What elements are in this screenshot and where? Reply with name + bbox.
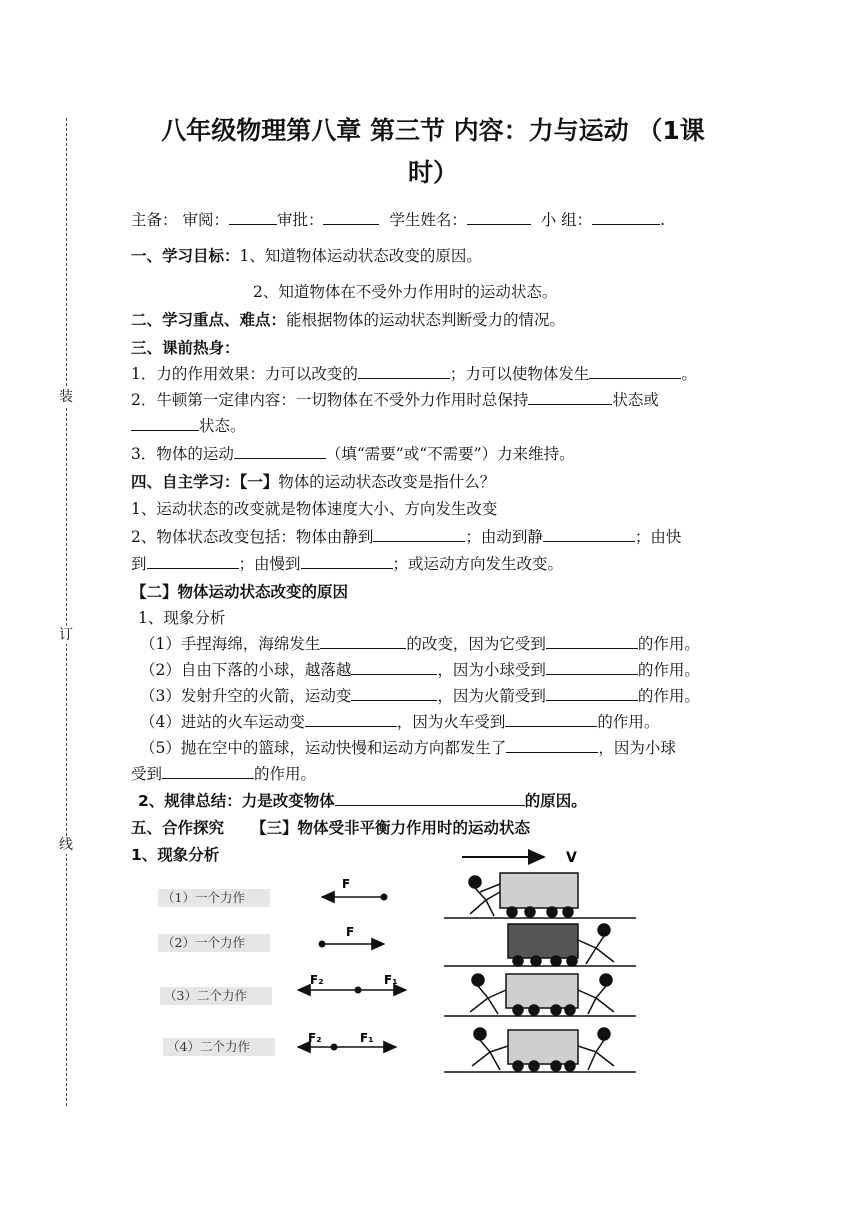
force-diagram-4 xyxy=(298,1031,396,1051)
self-study-p1: 1、运动状态的改变就是物体速度大小、方向发生改变 xyxy=(131,500,498,518)
page-title: 八年级物理第八章 第三节 内容：力与运动 （1课 时） xyxy=(161,116,705,187)
figure-caption-1: （1）一个力作 xyxy=(158,889,270,907)
objective-2: 2、知道物体在不受外力作用时的运动状态。 xyxy=(253,283,558,301)
force-diagram-3 xyxy=(298,973,406,994)
figure-caption-4: （4）二个力作 xyxy=(163,1038,275,1056)
force-diagram-2 xyxy=(319,925,385,948)
warmup-q3: 3．物体的运动 （填“需要”或“不需要”）力来维持。 xyxy=(131,445,575,463)
phenomenon-5: （5）抛在空中的篮球，运动快慢和运动方向都发生了 ，因为小球 xyxy=(140,739,676,757)
keypoints-line: 二、学习重点、难点：能根据物体的运动状态判断受力的情况。 xyxy=(131,311,566,329)
warmup-q2: 2．牛顿第一定律内容：一切物体在不受外力作用时总保持 状态或 xyxy=(131,391,659,409)
margin-char-xian: 线 xyxy=(59,837,73,853)
self-study-p2: 2、物体状态改变包括：物体由静到 ；由动到静 ；由快 xyxy=(131,528,682,546)
margin-char-ding: 订 xyxy=(59,627,73,643)
force-label-f1-4: F₁ xyxy=(360,1031,374,1045)
objectives-line: 一、学习目标：1、知道物体运动状态改变的原因。 xyxy=(131,247,482,265)
section-heading-2: 【二】物体运动状态改变的原因 xyxy=(131,583,349,601)
summary-line: 2、规律总结：力是改变物体 的原因。 xyxy=(138,792,587,810)
cart-scene-2 xyxy=(444,924,636,966)
warmup-q1: 1．力的作用效果：力可以改变的 ；力可以使物体发生 。 xyxy=(131,365,697,383)
phenomenon-3: （3）发射升空的火箭，运动变 ，因为火箭受到 的作用。 xyxy=(140,687,700,705)
figure-caption-2: （2）一个力作 xyxy=(158,934,270,952)
force-label-f2-4: F₂ xyxy=(308,1031,322,1045)
phenomenon-heading: 1、现象分析 xyxy=(138,609,226,627)
cooperative-heading: 五、合作探究 【三】物体受非平衡力作用时的运动状态 xyxy=(131,819,531,837)
force-label-f1-3: F₁ xyxy=(384,973,398,987)
phenomenon-5-cont: 受到 的作用。 xyxy=(131,765,317,783)
warmup-heading: 三、课前热身： xyxy=(131,339,240,357)
cart-scene-4 xyxy=(444,1028,636,1072)
self-study-p3: 到 ；由慢到 ；或运动方向发生改变。 xyxy=(131,555,564,573)
force-label-f-1: F xyxy=(342,877,351,891)
warmup-q2-cont: 状态。 xyxy=(131,416,732,436)
figure-caption-3: （3）二个力作 xyxy=(160,987,272,1005)
force-label-f2-3: F₂ xyxy=(310,973,324,987)
force-label-f-2: F xyxy=(346,925,355,939)
margin-char-zhuang: 装 xyxy=(59,389,73,405)
cart-scene-1 xyxy=(444,873,636,918)
self-study-line: 四、自主学习：【一】物体的运动状态改变是指什么？ xyxy=(131,473,496,491)
phenomenon-1: （1）手捏海绵，海绵发生 的改变，因为它受到 的作用。 xyxy=(140,635,700,653)
phenomenon-2: （2）自由下落的小球，越落越 ，因为小球受到 的作用。 xyxy=(140,661,700,679)
velocity-arrow xyxy=(462,850,577,866)
velocity-label: V xyxy=(566,850,577,866)
header-info-line: 主备： 审阅： 审批： 学生姓名： 小 组： . xyxy=(131,211,666,229)
cart-scene-3 xyxy=(444,974,636,1016)
analysis-heading: 1、现象分析 xyxy=(131,846,220,864)
force-diagram-1 xyxy=(322,877,388,901)
phenomenon-4: （4）进站的火车运动变 ，因为火车受到 的作用。 xyxy=(140,713,660,731)
